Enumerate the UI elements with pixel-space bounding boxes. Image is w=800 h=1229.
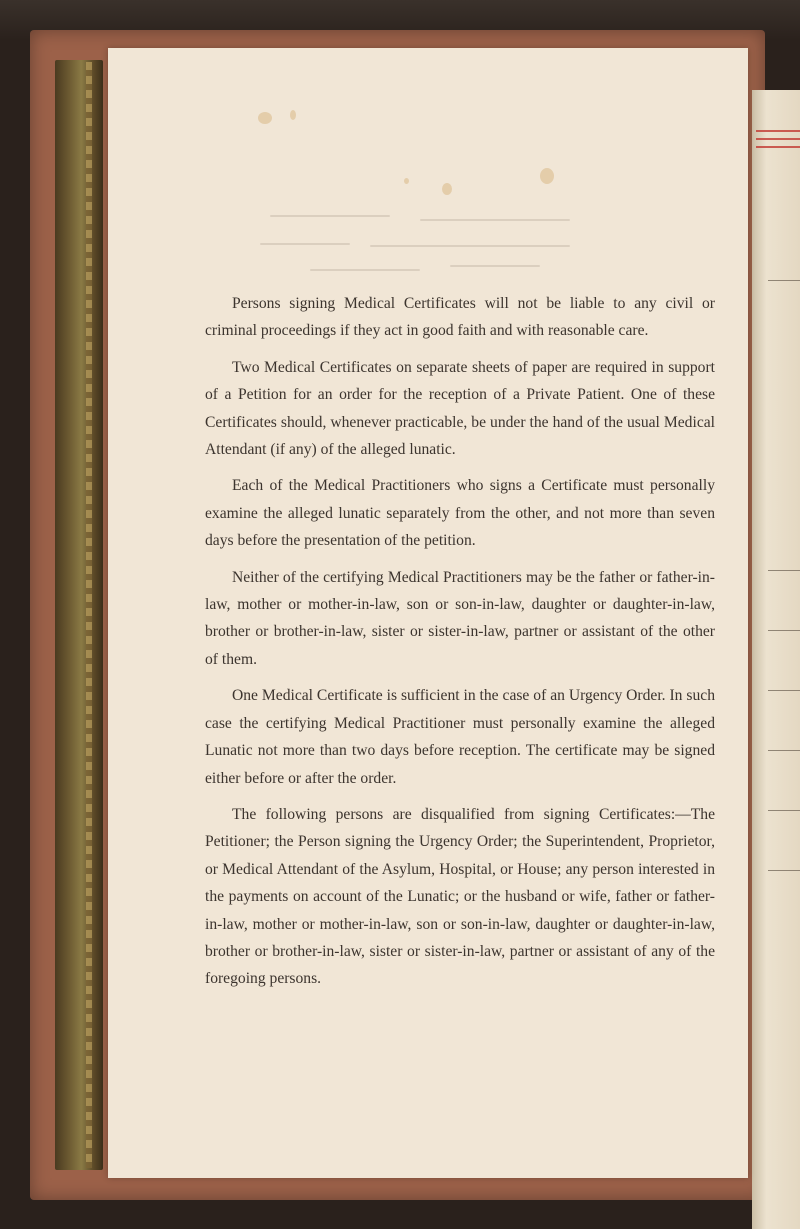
facing-page-edge [752, 90, 800, 1229]
form-rule [768, 870, 800, 871]
paper-stain [258, 112, 272, 124]
form-rule [768, 570, 800, 571]
paragraph-disqualified: The following persons are disqualified from signing Certificates:—The Petitioner; the Person signing the Urgency Order; the Superintendent, Proprietor, or Medical Attendant of the Asylum, Hospital, or House; any person interested in the payments on account of the Lunatic; or the husband or wife, father or father-in-law, mother or mother-in-law, son or son-in-law, daughter or daughter-in-law, brother or brother-in-law, sister or sister-in-law, partner or assistant of any of the foregoing persons. [205, 805, 715, 988]
paragraph-separate-examination: Each of the Medical Practitioners who signs a Certificate must personally examine the alleged lunatic separately from the other, and not more than seven days before the presentation of the petition. [205, 477, 715, 550]
show-through-handwriting [250, 205, 590, 295]
paragraph-relations: Neither of the certifying Medical Practitioners may be the father or father-in-law, mother or mother-in-law, son or son-in-law, daughter or daughter-in-law, brother or brother-in-law, sister or sister-in-law, partner or assistant of the other of them. [205, 568, 715, 668]
form-rule [768, 630, 800, 631]
paragraph-urgency-order: One Medical Certificate is sufficient in the case of an Urgency Order. In such case the certifying Medical Practitioner must personally examine the alleged Lunatic not more than two days before reception. The certificate may be signed either before or after the order. [205, 687, 715, 787]
paragraph-liability: Persons signing Medical Certificates will not be liable to any civil or criminal proceedings if they act in good faith and with reasonable care. [205, 295, 715, 340]
margin-red-line [756, 146, 800, 148]
form-rule [768, 280, 800, 281]
certificate-instructions [205, 290, 715, 1002]
paper-stain [404, 178, 409, 184]
paper-stain [290, 110, 296, 120]
form-rule [768, 690, 800, 691]
book-spine [55, 60, 103, 1170]
margin-red-line [756, 130, 800, 132]
spine-decoration [86, 62, 92, 1168]
margin-red-line [756, 138, 800, 140]
form-rule [768, 750, 800, 751]
paper-stain [540, 168, 554, 184]
paper-stain [442, 183, 452, 195]
form-rule [768, 810, 800, 811]
paragraph-two-certificates: Two Medical Certificates on separate sheets of paper are required in support of a Petition for an order for the reception of a Private Patient. One of these Certificates should, whenever practicable, be under the hand of the usual Medical Attendant (if any) of the alleged lunatic. [205, 358, 715, 459]
